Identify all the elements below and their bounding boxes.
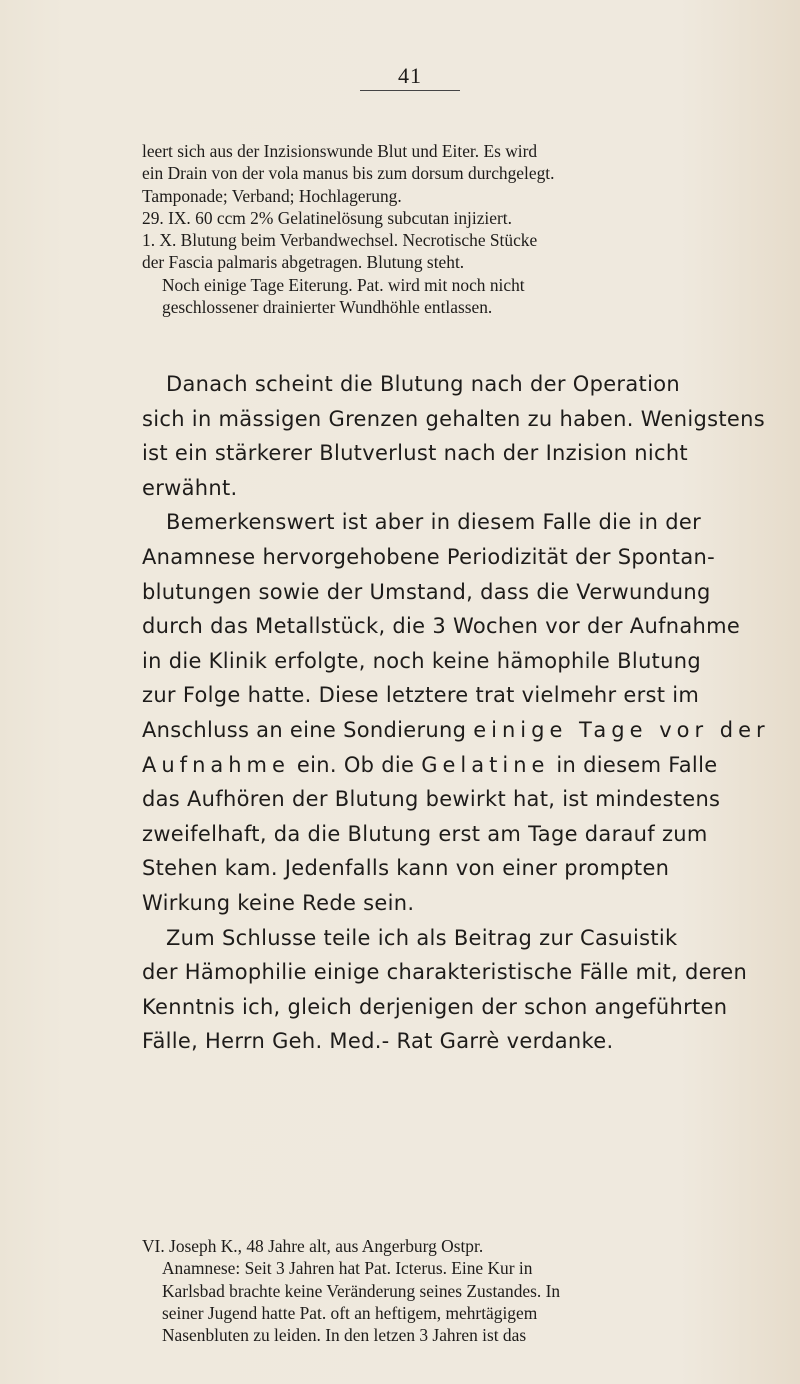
case-line: seiner Jugend hatte Pat. oft an heftigem, mehrtägigem: [162, 1302, 538, 1323]
notes-line: 1. X. Blutung beim Verbandwechsel. Necrotische Stücke: [142, 230, 538, 251]
text-span: Anschluss an eine Sondierung: [142, 717, 474, 742]
paragraph-line: Fälle, Herrn Geh. Med.- Rat Garrè verdanke.: [142, 1029, 614, 1054]
paragraph-line: [142, 748, 748, 783]
text-span: ein. Ob die: [289, 752, 422, 777]
paragraph-line: [142, 713, 770, 748]
paragraph-line: ist ein stärkerer Blutverlust nach der Inzision nicht: [142, 441, 688, 466]
page-number: 41: [360, 62, 460, 91]
paragraph-line: in die Klinik erfolgte, noch keine hämophile Blutung: [142, 648, 701, 673]
paragraph-line: erwähnt.: [142, 475, 238, 500]
case-vi: [142, 1235, 748, 1346]
notes-line: leert sich aus der Inzisionswunde Blut und Eiter. Es wird: [142, 141, 538, 161]
notes-line: der Fascia palmaris abgetragen. Blutung steht.: [142, 252, 465, 273]
case-notes-continued: [142, 140, 748, 318]
notes-line: geschlossener drainierter Wundhöhle entlassen.: [162, 297, 493, 318]
notes-line: Noch einige Tage Eiterung. Pat. wird mit noch nicht: [162, 274, 525, 295]
text-span: in diesem Falle: [549, 752, 718, 777]
paragraph-line: Wirkung keine Rede sein.: [142, 890, 415, 915]
paragraph-line: durch das Metallstück, die 3 Wochen vor der Aufnahme: [142, 614, 741, 639]
case-line: Anamnese: Seit 3 Jahren hat Pat. Icterus. Eine Kur in: [162, 1258, 533, 1279]
paragraph-line: sich in mässigen Grenzen gehalten zu haben. Wenigstens: [142, 406, 765, 431]
paragraph-line: zur Folge hatte. Diese letztere trat vielmehr erst im: [142, 683, 700, 708]
paragraph-line: Bemerkenswert ist aber in diesem Falle die in der: [166, 510, 702, 535]
spaced-emphasis: Gelatine: [421, 752, 550, 777]
spaced-emphasis: einige Tage vor der: [473, 717, 770, 742]
notes-line: Tamponade; Verband; Hochlagerung.: [142, 185, 402, 206]
paragraph-line: Kenntnis ich, gleich derjenigen der schon angeführten: [142, 994, 728, 1019]
paragraph-line: Stehen kam. Jedenfalls kann von einer prompten: [142, 856, 670, 881]
case-line: Nasenbluten zu leiden. In den letzen 3 Jahren ist das: [162, 1325, 527, 1346]
case-line: Karlsbad brachte keine Veränderung seines Zustandes. In: [162, 1280, 561, 1301]
paragraph-line: zweifelhaft, da die Blutung erst am Tage darauf zum: [142, 821, 708, 846]
body-text: [142, 367, 770, 1059]
paragraph-line: der Hämophilie einige charakteristische Fälle mit, deren: [142, 960, 748, 985]
paragraph-line: das Aufhören der Blutung bewirkt hat, ist mindestens: [142, 787, 721, 812]
notes-line: ein Drain von der vola manus bis zum dorsum durchgelegt.: [142, 163, 555, 184]
paragraph-line: Danach scheint die Blutung nach der Operation: [166, 372, 680, 396]
spaced-emphasis: Aufnahme: [142, 752, 290, 777]
case-heading: VI. Joseph K., 48 Jahre alt, aus Angerburg Ostpr.: [142, 1236, 484, 1256]
notes-line: 29. IX. 60 ccm 2% Gelatinelösung subcutan injiziert.: [142, 207, 512, 228]
paragraph-line: Zum Schlusse teile ich als Beitrag zur Casuistik: [166, 925, 678, 950]
paragraph-line: blutungen sowie der Umstand, dass die Verwundung: [142, 579, 711, 604]
paragraph-line: Anamnese hervorgehobene Periodizität der Spontan-: [142, 544, 715, 569]
